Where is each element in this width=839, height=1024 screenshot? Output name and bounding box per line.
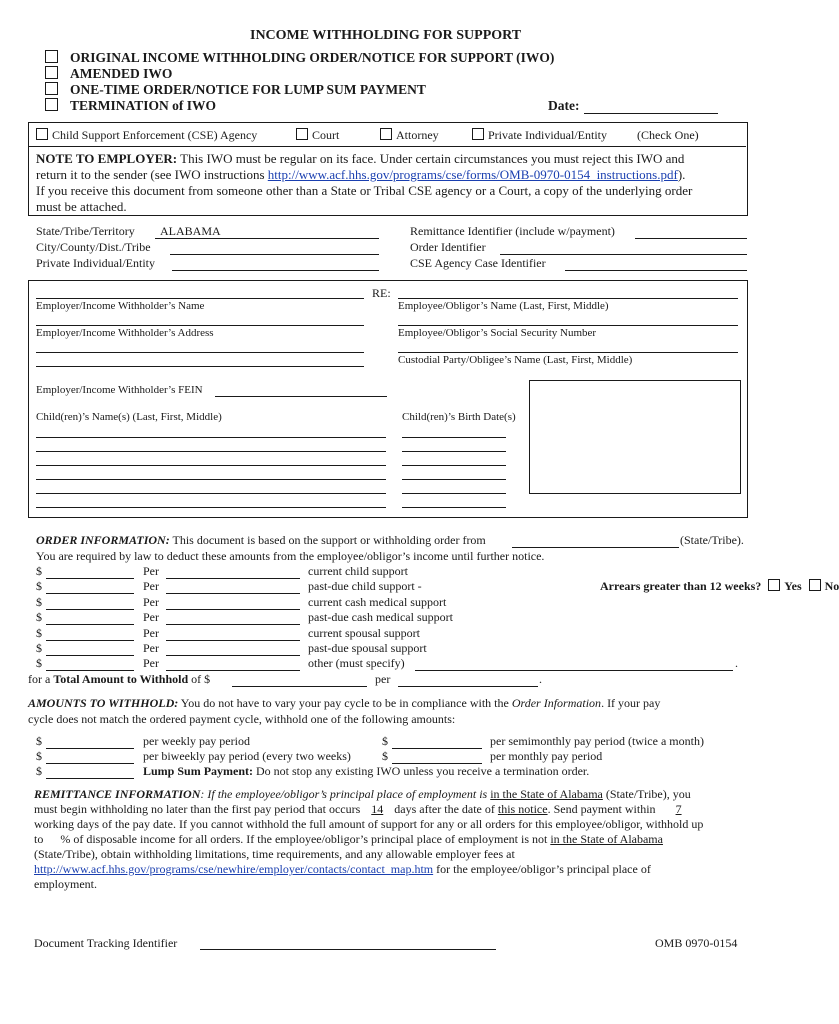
order-row-period-field[interactable] xyxy=(166,640,300,641)
checkbox[interactable] xyxy=(36,128,48,140)
child-name-line[interactable] xyxy=(36,437,386,438)
biweekly-dollar: $ xyxy=(36,749,42,763)
child-dob-line[interactable] xyxy=(402,507,506,508)
lump-dollar: $ xyxy=(36,764,42,778)
date-field[interactable] xyxy=(584,113,718,114)
child-name-line[interactable] xyxy=(36,465,386,466)
days-begin-value[interactable]: 14 xyxy=(371,802,384,816)
option-lump-sum[interactable]: ONE-TIME ORDER/NOTICE FOR LUMP SUM PAYMENT xyxy=(45,82,426,98)
custodial-label: Custodial Party/Obligee’s Name (Last, First, Middle) xyxy=(398,354,633,366)
monthly-label: per monthly pay period xyxy=(490,749,603,763)
monthly-field[interactable] xyxy=(392,763,482,764)
instructions-link[interactable]: http://www.acf.hhs.gov/programs/cse/forms/OMB-0970-0154_instructions.pdf xyxy=(267,167,678,182)
total-amount-field[interactable] xyxy=(232,686,367,687)
remit-line-4: to % of disposable income for all orders. If the employee/obligor’s principal place of employment is not in the State of Alabama xyxy=(34,832,663,846)
order-row-amount-field[interactable] xyxy=(46,593,134,594)
sender-private[interactable]: Private Individual/Entity xyxy=(472,128,607,143)
employer-name-label: Employer/Income Withholder’s Name xyxy=(36,300,205,312)
employer-fein-field[interactable] xyxy=(215,396,387,397)
remit-line-6: http://www.acf.hhs.gov/programs/cse/newhire/employer/contacts/contact_map.htm for the employee/obligor’s principal place of xyxy=(34,862,651,876)
remittance-id-label: Remittance Identifier (include w/payment) xyxy=(410,224,615,238)
arrears-yes-checkbox[interactable] xyxy=(768,579,780,591)
order-row-label: current child support xyxy=(308,564,408,578)
sender-attorney[interactable]: Attorney xyxy=(380,128,439,143)
order-row-dollar: $ xyxy=(36,564,42,578)
order-row-amount-field[interactable] xyxy=(46,609,134,610)
semimonthly-field[interactable] xyxy=(392,748,482,749)
order-row-dollar: $ xyxy=(36,656,42,670)
checkbox[interactable] xyxy=(45,66,58,79)
option-amended-iwo[interactable]: AMENDED IWO xyxy=(45,66,172,82)
arrears-question: Arrears greater than 12 weeks? Yes No xyxy=(600,579,839,593)
child-dob-line[interactable] xyxy=(402,479,506,480)
order-row-amount-field[interactable] xyxy=(46,670,134,671)
remittance-id-field[interactable] xyxy=(635,238,747,239)
child-dob-line[interactable] xyxy=(402,465,506,466)
child-name-line[interactable] xyxy=(36,451,386,452)
total-period: . xyxy=(539,672,542,686)
order-row-period-field[interactable] xyxy=(166,609,300,610)
order-row-per: Per xyxy=(143,656,159,670)
order-row-amount-field[interactable] xyxy=(46,578,134,579)
tracking-label: Document Tracking Identifier xyxy=(34,936,178,950)
barcode-box xyxy=(529,380,741,494)
employer-fein-label: Employer/Income Withholder’s FEIN xyxy=(36,384,203,396)
employer-name-field[interactable] xyxy=(36,298,364,299)
employer-address-line-3[interactable] xyxy=(36,366,364,367)
case-id-label: CSE Agency Case Identifier xyxy=(410,256,546,270)
remit-line-5: (State/Tribe), obtain withholding limitations, time requirements, and any allowable employer fees at xyxy=(34,847,515,861)
employer-address-field[interactable] xyxy=(36,325,364,326)
checkbox[interactable] xyxy=(472,128,484,140)
order-row-period-field[interactable] xyxy=(166,670,300,671)
order-info-line-1: ORDER INFORMATION: This document is based on the support or withholding order from xyxy=(36,533,486,547)
order-row-label: current cash medical support xyxy=(308,595,447,609)
remit-line-2: must begin withholding no later than the first pay period that occurs 14 days after the date of this notice. Send payment within 7 xyxy=(34,802,699,817)
lump-sum-line: Lump Sum Payment: Do not stop any existing IWO unless you receive a termination order. xyxy=(143,764,590,778)
withhold-line-2: cycle does not match the ordered payment cycle, withhold one of the following amounts: xyxy=(28,712,456,726)
date-label: Date: xyxy=(548,98,580,113)
order-row-amount-field[interactable] xyxy=(46,655,134,656)
total-per-label: per xyxy=(375,672,391,686)
days-send-value[interactable]: 7 xyxy=(675,802,682,816)
child-name-line[interactable] xyxy=(36,479,386,480)
order-row-period-field[interactable] xyxy=(166,624,300,625)
order-id-field[interactable] xyxy=(500,254,747,255)
sender-court[interactable]: Court xyxy=(296,128,339,143)
omb-number: OMB 0970-0154 xyxy=(655,936,738,950)
order-row-label: past-due spousal support xyxy=(308,641,427,655)
biweekly-label: per biweekly pay period (every two weeks) xyxy=(143,749,351,763)
checkbox[interactable] xyxy=(45,82,58,95)
order-row-amount-field[interactable] xyxy=(46,624,134,625)
private-entity-field[interactable] xyxy=(172,270,379,271)
arrears-no-checkbox[interactable] xyxy=(809,579,821,591)
withhold-line-1: AMOUNTS TO WITHHOLD: You do not have to vary your pay cycle to be in compliance with the Order Information. If your pay xyxy=(28,696,661,710)
order-row-per: Per xyxy=(143,641,159,655)
employee-name-label: Employee/Obligor’s Name (Last, First, Middle) xyxy=(398,300,609,312)
sender-cse[interactable]: Child Support Enforcement (CSE) Agency xyxy=(36,128,257,143)
employee-ssn-field[interactable] xyxy=(398,325,738,326)
employee-name-field[interactable] xyxy=(398,298,738,299)
order-row-per: Per xyxy=(143,610,159,624)
monthly-dollar: $ xyxy=(382,749,388,763)
state-tribe-suffix: (State/Tribe). xyxy=(680,533,744,547)
order-row-per: Per xyxy=(143,564,159,578)
checkbox[interactable] xyxy=(45,50,58,63)
child-dob-line[interactable] xyxy=(402,493,506,494)
weekly-dollar: $ xyxy=(36,734,42,748)
check-one-label: (Check One) xyxy=(637,128,699,142)
order-state-field[interactable] xyxy=(512,547,679,548)
contact-map-link[interactable]: http://www.acf.hhs.gov/programs/cse/newhire/employer/contacts/contact_map.htm xyxy=(34,862,434,876)
child-dob-line[interactable] xyxy=(402,451,506,452)
order-row-per: Per xyxy=(143,579,159,593)
semimonthly-label: per semimonthly pay period (twice a month) xyxy=(490,734,704,748)
remit-line-3: working days of the pay date. If you cannot withhold the full amount of support for any or all orders for this employee/obligor, withhold up xyxy=(34,817,704,831)
order-row-per: Per xyxy=(143,626,159,640)
semimonthly-dollar: $ xyxy=(382,734,388,748)
biweekly-field[interactable] xyxy=(46,763,134,764)
children-names-label: Child(ren)’s Name(s) (Last, First, Middle) xyxy=(36,411,222,423)
city-county-label: City/County/Dist./Tribe xyxy=(36,240,151,254)
re-label: RE: xyxy=(372,286,391,300)
weekly-label: per weekly pay period xyxy=(143,734,250,748)
case-id-field[interactable] xyxy=(565,270,747,271)
private-entity-label: Private Individual/Entity xyxy=(36,256,155,270)
note-line-4: must be attached. xyxy=(36,199,127,214)
total-per-field[interactable] xyxy=(398,686,538,687)
order-row-period-field[interactable] xyxy=(166,578,300,579)
order-row-label: other (must specify) xyxy=(308,656,405,670)
divider xyxy=(28,146,746,147)
order-row-amount-field[interactable] xyxy=(46,640,134,641)
employee-ssn-label: Employee/Obligor’s Social Security Number xyxy=(398,327,597,339)
order-info-line-2: You are required by law to deduct these amounts from the employee/obligor’s income until further notice. xyxy=(36,549,545,563)
remit-line-1: REMITTANCE INFORMATION: If the employee/obligor’s principal place of employment is in the State of Alabama (State/Tribe), you xyxy=(34,787,691,801)
children-dob-label: Child(ren)’s Birth Date(s) xyxy=(402,411,516,423)
child-name-line[interactable] xyxy=(36,507,386,508)
lump-field[interactable] xyxy=(46,778,134,779)
total-amount-line: for a Total Amount to Withhold of $ xyxy=(28,672,211,686)
note-line-2: return it to the sender (see IWO instructions http://www.acf.hhs.gov/programs/cse/forms/OMB-0970-0154_instructions.pdf). xyxy=(36,167,686,182)
form-title: INCOME WITHHOLDING FOR SUPPORT xyxy=(250,28,522,43)
child-dob-line[interactable] xyxy=(402,437,506,438)
custodial-field[interactable] xyxy=(398,352,738,353)
state-tribe-label: State/Tribe/Territory xyxy=(36,224,135,238)
other-specify-field[interactable] xyxy=(415,670,733,671)
order-row-dollar: $ xyxy=(36,626,42,640)
order-row-dollar: $ xyxy=(36,595,42,609)
order-row-label: current spousal support xyxy=(308,626,420,640)
state-tribe-value[interactable]: ALABAMA xyxy=(160,224,221,238)
other-period: . xyxy=(735,656,738,670)
note-line-1: NOTE TO EMPLOYER: This IWO must be regular on its face. Under certain circumstances you must reject this IWO and xyxy=(36,151,685,166)
order-row-label: past-due child support - xyxy=(308,579,422,593)
order-row-dollar: $ xyxy=(36,579,42,593)
weekly-field[interactable] xyxy=(46,748,134,749)
order-id-label: Order Identifier xyxy=(410,240,486,254)
order-row-period-field[interactable] xyxy=(166,655,300,656)
order-row-dollar: $ xyxy=(36,641,42,655)
option-original-iwo[interactable]: ORIGINAL INCOME WITHHOLDING ORDER/NOTICE FOR SUPPORT (IWO) xyxy=(45,50,554,66)
order-row-dollar: $ xyxy=(36,610,42,624)
child-name-line[interactable] xyxy=(36,493,386,494)
option-termination[interactable]: TERMINATION of IWO xyxy=(45,98,216,114)
order-row-per: Per xyxy=(143,595,159,609)
employer-address-line-2[interactable] xyxy=(36,352,364,353)
order-row-label: past-due cash medical support xyxy=(308,610,453,624)
remit-line-7: employment. xyxy=(34,877,97,891)
checkbox[interactable] xyxy=(296,128,308,140)
tracking-field[interactable] xyxy=(200,949,496,950)
city-county-field[interactable] xyxy=(170,254,379,255)
checkbox[interactable] xyxy=(380,128,392,140)
note-line-3: If you receive this document from someone other than a State or Tribal CSE agency or a Court, a copy of the underlying order xyxy=(36,183,693,198)
order-row-period-field[interactable] xyxy=(166,593,300,594)
employer-address-label: Employer/Income Withholder’s Address xyxy=(36,327,214,339)
underline xyxy=(155,238,379,239)
checkbox[interactable] xyxy=(45,98,58,111)
